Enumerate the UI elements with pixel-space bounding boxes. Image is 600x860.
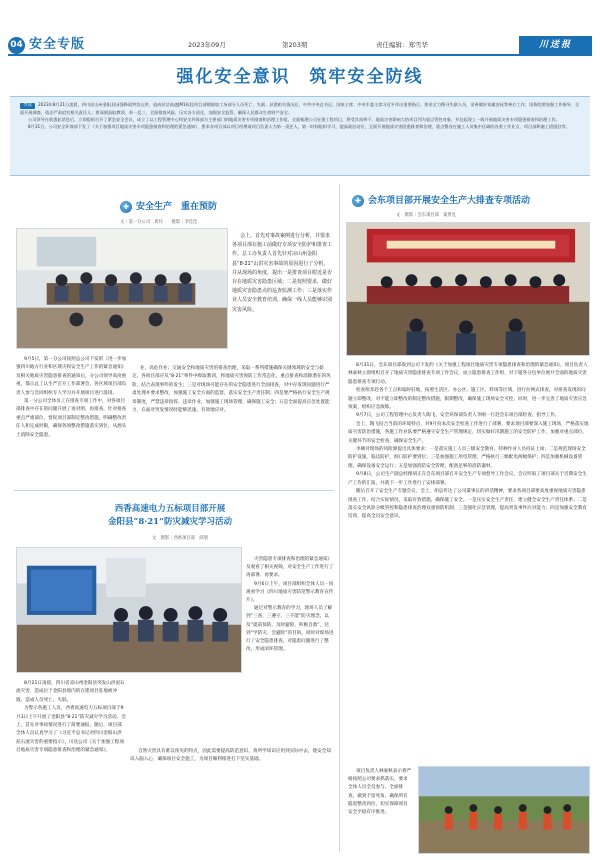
editor-credit: 责任编辑：郑雪华 (376, 41, 428, 49)
page-header (0, 36, 600, 54)
article2-title: ✚ 会东项目部开展安全生产大排查专项活动 (352, 195, 530, 207)
lead-box (10, 96, 590, 176)
lead-tag: 导读 (20, 103, 35, 109)
article1-column-left: 9月5日，第一分公司按照总公司下发的《进一步加强四川地方行业和区域灾和安全生产工作的紧急通知》及相关地质灾害隐患排查的通知后，分公司领导高度重视，都示总工认生严召开工作部署会，各区域项目部负责人参与会同组织专人学习并开展项目进行落排。 第一分公司全体员工在排查专项工作中，对各项目部排查中存在的问题开展了再对照、再排查，针对排查重点严重部位，督促项目部制定整改措施，明确整改责任人和完成时限，确保各项整改措施落实到位，从源头上消除安全隐患。 (16, 357, 127, 438)
issue-number: 第203期 (282, 41, 308, 49)
safety-meeting-photo (346, 222, 590, 356)
shield-icon: ✚ (352, 195, 364, 207)
article1-title: ✚ 安全生产 重在预防 (120, 201, 217, 213)
study-session-photo (16, 547, 242, 673)
article2-body: 8月31日，会东项目部收到公司下发的《关于加强工程项目地质灾害专项隐患排查和治理的紧急通知》，项目负责人林豪秋立即组织召开了地质灾害隐患排查专项工作会议，成立隐患排查工作组，对下辖各分包单位展开全面的地质灾害隐患排查专项行动。 检查组奔赴各个工点和临时驻地，按照生活区、办公区、施工区、料场等区域，进行拉网式排查。对排查发现的问题立即整改，对不能立即整改的制定整改措施，限期整改，确保施工现场安全可控。同时，进一步完善了地质灾害应急预案，组织应急演练。 9月7日，公司工程管理中心负责人陶飞、安全环保部负责人李刚一行赴会东项目部检查、指导工作。 会上，陶飞结合当前的环境特点，对9月份本次安全检查工作进行了部署，要求项目部要深入施工现场，严格落实地质灾害防治措施，各施工作业队要严格遵守安全生产管理规定，切实做好汛期施工的安全防护工作，加强对重点部位、关键环节的安全检查，确保安全生产。 李刚对现场的风险源提出具体要求：一是落实施工人员三级安全教育，特种作业人员持证上岗；二是规范现场安全防护设施，临边防护、洞口防护要到位；三是加强施工用电管理，严格执行三级配电两级保护；四是加强机械设备管理，确保设备安全运行；五是加强消防安全管理，配备足够的消防器材。 9月8日，公司生产副总经理胡正在会东项目部召开安全生产专项督导工作会议，会议听取了项目部关于近期安全生产工作的汇报，并就下一步工作进行了安排部署。 随后召开了安全生产专题会议，会上，胡总传达了公司董事长的讲话精神，要求各项目部要高度重视地质灾害隐患排查工作，结合实际情况，采取有效措施，确保施工安全。一是压实安全生产责任，建立健全安全生产责任体系；二是落实安全风险分级管控和隐患排查治理双重预防机制；三是强化应急管理，提高突发事件应对能力；四是加强安全教育培训，提高全员安全意识。 (348, 363, 589, 520)
article1-column-wide: 业，高危作业；交通安全和地质灾害的排查治理，采取一系列措施确保关键领域的安全与稳定。各项目部应从“8·21”事件中吸取教训，将地质灾害预防工作常态化，重点排查和消除潜在的风险，结合表现事件的发生；三是对现场可能存在的安全隐患进行全面排查，对中存发现问题进行严肃处理并要求整改，加强施工安全方面的监督，落实安全生产责任制；四是要严格执行安全生产规章制度，严禁违章指挥、违章作业，加强施工现场管理，确保施工安全；五是全面提高应急处置能力，在面对突发情况时能够迅速、有效地应对。 (132, 366, 331, 414)
shield-icon: ✚ (120, 201, 132, 213)
section-name: 安全专版 (29, 37, 86, 52)
article2-caption-column: 项目负责人林豪秋表示将严格按照公司要求抓落实，要求全体人员全员参与、全面排查，做到不留死角，确保所有隐患整改到位，切实保障项目安全平稳有序推进。 (348, 769, 412, 816)
lead-paragraph-2: 公司领导在收悉此消息后，立即组织召开了紧急安全会议，成立了以工程管理中心和安全环保部为主要部门的地质灾害专项排查和治理工作组，全面梳理公司在建工程项目，将受其尚带不、地质灾害影响大的项目列为重点管控对象，并赴起现工一线开展地质灾害专项隐患排查和治理工作。 (28, 117, 560, 123)
column-divider (339, 184, 340, 852)
article3-title-line1: 西香高速电力五标项目部开展 (114, 504, 226, 514)
issue-date: 2023年09月 (188, 41, 226, 49)
meeting-photo (16, 228, 228, 349)
lead-paragraph-3: 8月31日，公司安全环保部下发了《关于加强项目地质灾害专项隐患排查和治理的紧急通知》，要求各项目部以项目经理或项目负责人为第一责任人，第一时间组织学习，提高政治站位，全面开展地质灾害隐患排查和治理，重点整各在施工人员集中区域的各类工作业点、项目部和施工班组驻等。 (28, 124, 570, 130)
article3-column-left: 8月21日凌晨，四川省凉山州金阳县突发山洪泥石流灾害，造成位于金阳县境内的在建项目驻地被冲毁，造成人员死亡、失联。 为警示各施工人员，西香高速电力五标项目部于9月3日上午开展了金阳县“8·21”防灾减灾学习活动。会上，首先对事故情况进行了简要通报，随后，项目部全体人员认真学习了《习近平总书记对四川金阳山洪泥石流灾害的重要指示》、川送公司《关于加强工程项目地质灾害专项隐患排查和治理的紧急通知》。 (16, 681, 126, 754)
article-divider (14, 490, 334, 491)
article3-byline: 文 摄影｜西香项目部 邱朋 (152, 536, 208, 541)
article1-column-right: 会上，首先对事故案例进行分析，并要求各项目部在施工前做好专项安全防护和排查工作。总工办负责人首先针对凉山州金阳县“8·21”山洪灾害事故的原因进行了分析，并从现场的角度，提出一是排查项目附近是否存在地质灾害隐患区域；二是按照要求，做好地质灾害隐患点的巡查监测工作；三是落实作业人员安全教育培训，确保一线人员能够识别灾害风险。 (232, 233, 332, 313)
page-number: 04 (8, 37, 25, 54)
article3-column-bottom: 自然灾害具有难以预见的特点，因此需要提高防范意识。将所学知识应用到实际中去，使安全知识入脑入心，确保项目安全施工，为项目顺利推进打下坚实基础。 (130, 749, 331, 763)
page-headline: 强化安全意识 筑牢安全防线 (176, 67, 424, 87)
header-divider (8, 54, 592, 56)
article3-column-right: 灾害隐患专项排查和治理的紧急通知》及观看了相关视频，对安全生产工作进行了再部署、再要求。 9月6日上午，项目部组织全体人员一同观看学习《四川地质灾害防范警示教育宣传片》。 通过对警示教育的学习，现场人员了解到“三查、三遵守、三不能”防灾理念，以及“提前预防，及时避险，积极自救”，达到“学防灾、会避险”的目的。同时对现场进行了安全隐患排查，对隐患问题进行了整改，形成闭环管理。 (246, 557, 334, 653)
lead-paragraph-1: 导读 2023年8月21日凌晨，四川凉山州金阳县因强降雨突发山洪，造成拉沽高速JM1标段项目部钢筋加工场部分人员死亡、失联。获悉相关情况后，中共中央总书记、国家主席、中央军委主席习近平作出重要指示，要求全力搜寻失联人员，妥善做好家属安抚等善后工作；国务院要加强工作指导，全面开展调查，依法严肃追究相关责任人；要深刻汲取教训，举一反三，全面排查风险，压实各方责任，加强安全监管，确保人民群众生命财产安全。 (20, 102, 580, 115)
article1-byline: 文｜第一分公司 唐玲 摄影｜李佳佳 (120, 220, 198, 225)
newspaper-logo: 川送报 (519, 36, 592, 54)
site-inspection-photo (418, 766, 590, 854)
article3-title-line2: 金阳县“8·21”防灾减灾学习活动 (108, 517, 232, 527)
article2-byline: 文 摄影｜会东项目部 蒙贤礼 (396, 213, 457, 218)
